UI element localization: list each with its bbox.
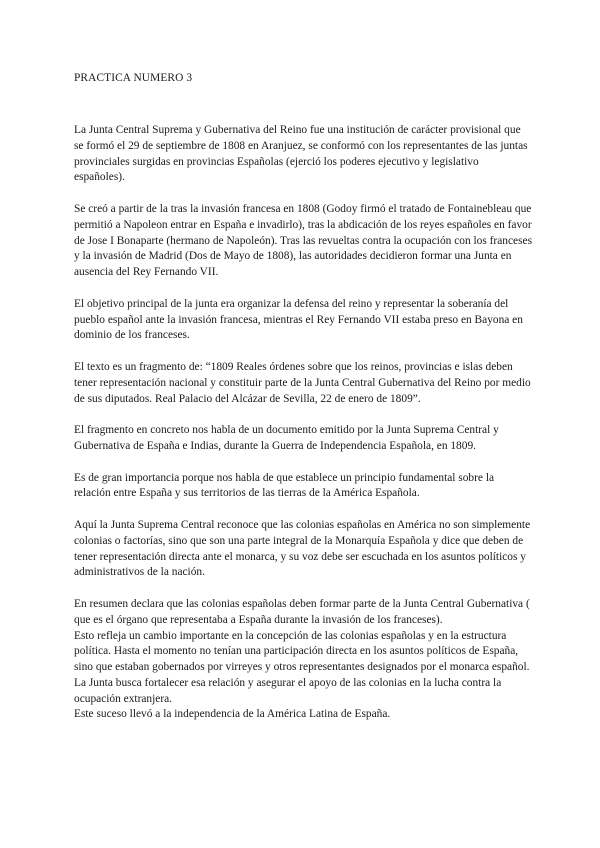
- paragraph-change: Esto refleja un cambio importante en la concepción de las colonias españolas y en la estructura política. Hasta el momento no tenían una participación directa en los asuntos políticos de España, sino que estaban gobernados por virreyes y otros representantes designados por el monarca español.: [74, 629, 530, 674]
- paragraph-source-text: El texto es un fragmento de: “1809 Reales órdenes sobre que los reinos, provincias e islas deben tener representación nacional y constituir parte de la Junta Central Gubernativa del Reino por medio de sus diputados. Real Palacio del Alcázar de Sevilla, 22 de enero de 1809”.: [74, 360, 531, 405]
- paragraph-origin: Se creó a partir de la tras la invasión francesa en 1808 (Godoy firmó el tratado de Fontainebleau que permitió a Napoleon entrar en España e invadirlo), tras la abdicación de los reyes españoles en favor de Jose I Bonaparte (hermano de Napoleón). Tras las revueltas contra la ocupación con los franceses y la invasión de Madrid (Dos de Mayo de 1808), las autoridades decidieron formar una Junta en ausencia del Rey Fernando VII.: [74, 202, 532, 279]
- paragraph-summary: En resumen declara que las colonias españolas deben formar parte de la Junta Central Gubernativa ( que es el órgano que representaba a España durante la invasión de los franceses).: [74, 597, 530, 626]
- paragraph-importance: Es de gran importancia porque nos habla de que establece un principio fundamental sobre la relación entre España y sus territorios de las tierras de la América Española.: [74, 471, 495, 500]
- document-body: [74, 123, 532, 723]
- paragraph-objective: El objetivo principal de la junta era organizar la defensa del reino y representar la soberanía del pueblo español ante la invasión francesa, mientras el Rey Fernando VII estaba preso en Bayona en dominio de los franceses.: [74, 297, 523, 342]
- paragraph-colonies: Aquí la Junta Suprema Central reconoce que las colonias españolas en América no son simplemente colonias o factorías, sino que son una parte integral de la Monarquía Española y dice que deben de tener representación directa ante el monarca, y su voz debe ser escuchada en los asuntos políticos y administrativos de la nación.: [74, 518, 531, 579]
- paragraph-fragment: El fragmento en concreto nos habla de un documento emitido por la Junta Suprema Central y Gubernativa de España e Indias, durante la Guerra de Independencia Española, en 1809.: [74, 424, 499, 452]
- page-title: PRACTICA NUMERO 3: [74, 72, 193, 84]
- paragraph-independence: Este suceso llevó a la independencia de la América Latina de España.: [74, 708, 391, 721]
- paragraph-relationship: La Junta busca fortalecer esa relación y asegurar el apoyo de las colonias en la lucha contra la ocupación extranjera.: [74, 676, 502, 705]
- paragraph-junta-definition: La Junta Central Suprema y Gubernativa del Reino fue una institución de carácter provisional que se formó el 29 de septiembre de 1808 en Aranjuez, se conformó con los representantes de las juntas provinciales surgidas en provincias Españolas (ejerció los poderes ejecutivo y legislativo españoles).: [74, 124, 528, 184]
